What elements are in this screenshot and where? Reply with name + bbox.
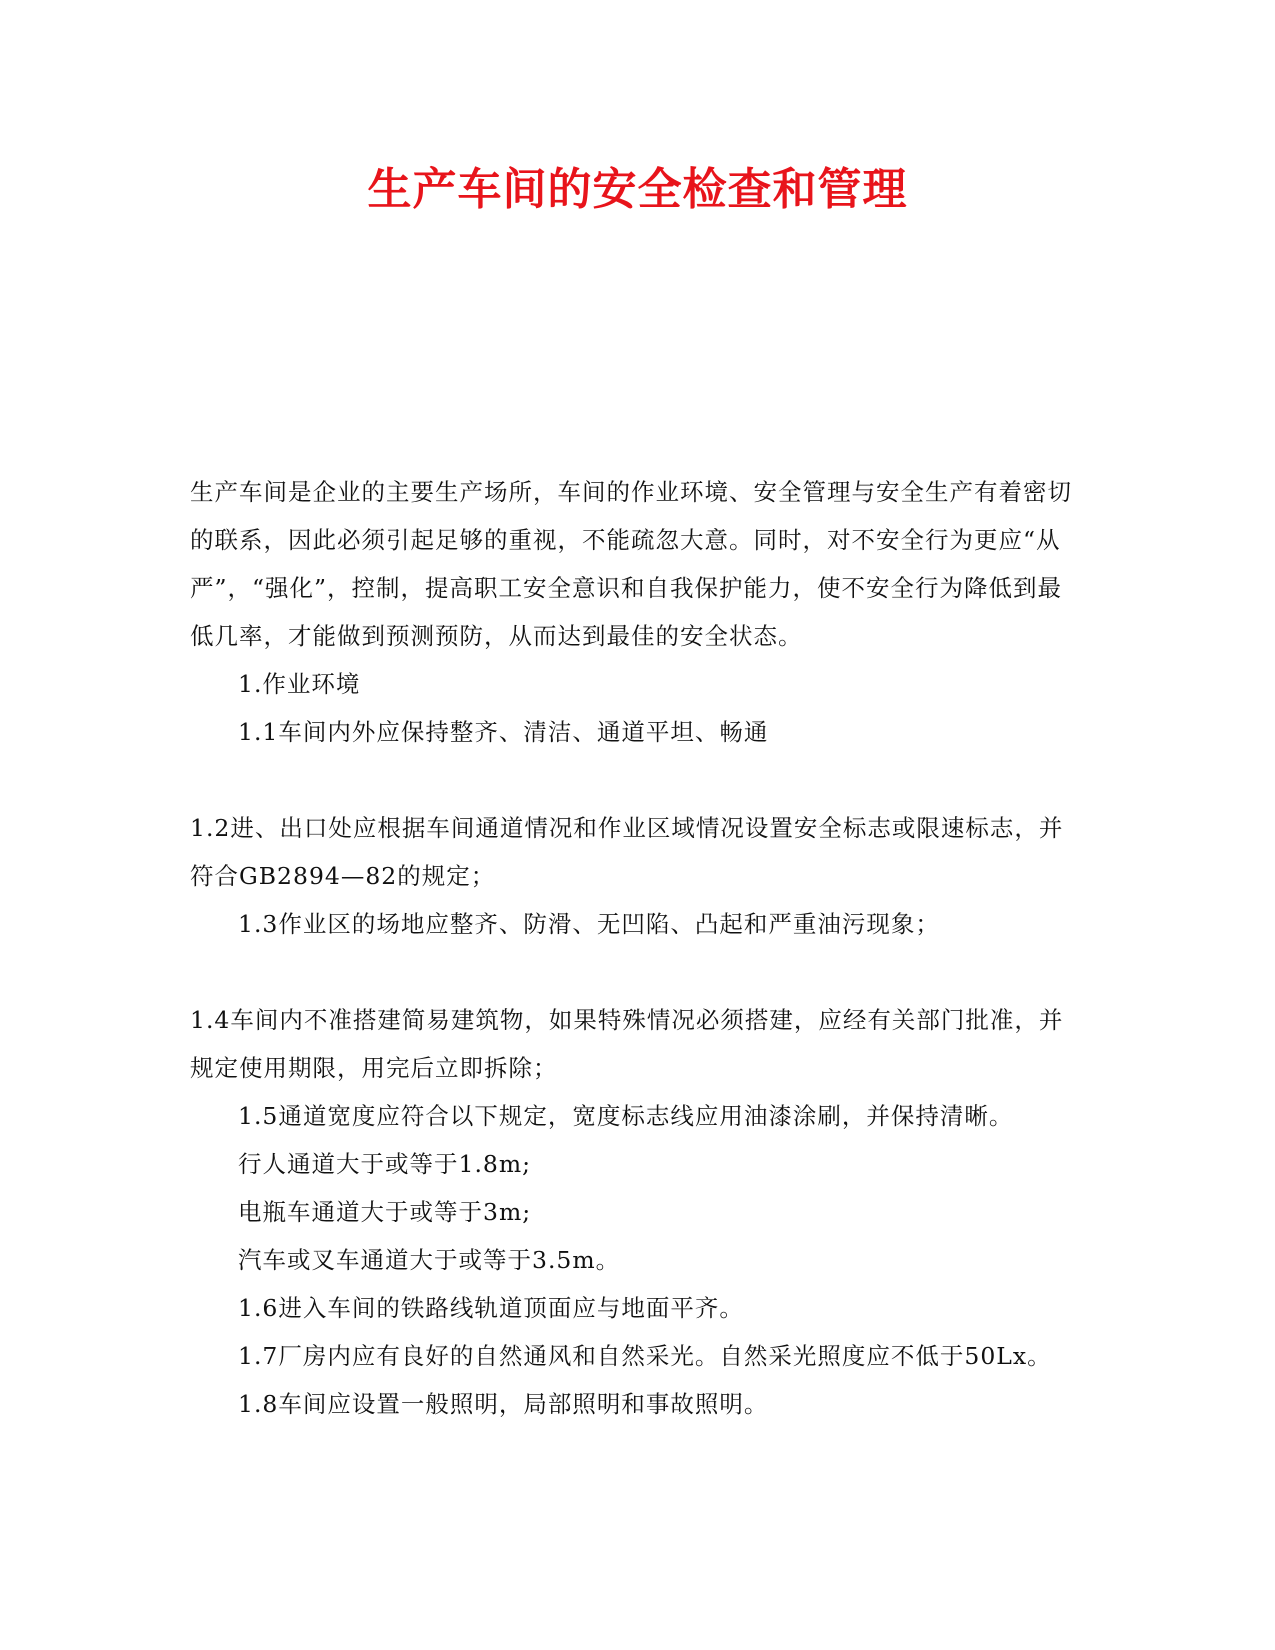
intro-paragraph: 生产车间是企业的主要生产场所，车间的作业环境、安全管理与安全生产有着密切的联系，因此必须引起足够的重视，不能疏忽大意。同时，对不安全行为更应“从严”，“强化”，控制，提高职工安全意识和自我保护能力，使不安全行为降低到最低几率，才能做到预测预防，从而达到最佳的安全状态。 — [190, 478, 1072, 650]
sub-list-item: 电瓶车通道大于或等于3m; — [238, 1198, 532, 1226]
list-item: 1.7厂房内应有良好的自然通风和自然采光。自然采光照度应不低于50Lx。 — [238, 1342, 1052, 1370]
document-body — [190, 468, 1080, 1428]
list-item: 1.8车间应设置一般照明，局部照明和事故照明。 — [238, 1390, 769, 1418]
section-heading: 1.作业环境 — [238, 670, 361, 698]
sub-list-item: 汽车或叉车通道大于或等于3.5m。 — [238, 1246, 621, 1274]
list-item: 1.2进、出口处应根据车间通道情况和作业区域情况设置安全标志或限速标志，并符合GB2894—82的规定； — [190, 814, 1064, 890]
list-item: 1.6进入车间的铁路线轨道顶面应与地面平齐。 — [238, 1294, 744, 1322]
list-item: 1.4车间内不准搭建简易建筑物，如果特殊情况必须搭建，应经有关部门批准，并规定使用期限，用完后立即拆除； — [190, 1006, 1064, 1082]
list-item: 1.1车间内外应保持整齐、清洁、通道平坦、畅通 — [238, 718, 769, 746]
document-title: 生产车间的安全检查和管理 — [367, 164, 908, 215]
list-item: 1.5通道宽度应符合以下规定，宽度标志线应用油漆涂刷，并保持清晰。 — [238, 1102, 1014, 1130]
sub-list-item: 行人通道大于或等于1.8m; — [238, 1150, 532, 1178]
list-item: 1.3作业区的场地应整齐、防滑、无凹陷、凸起和严重油污现象； — [238, 910, 940, 938]
